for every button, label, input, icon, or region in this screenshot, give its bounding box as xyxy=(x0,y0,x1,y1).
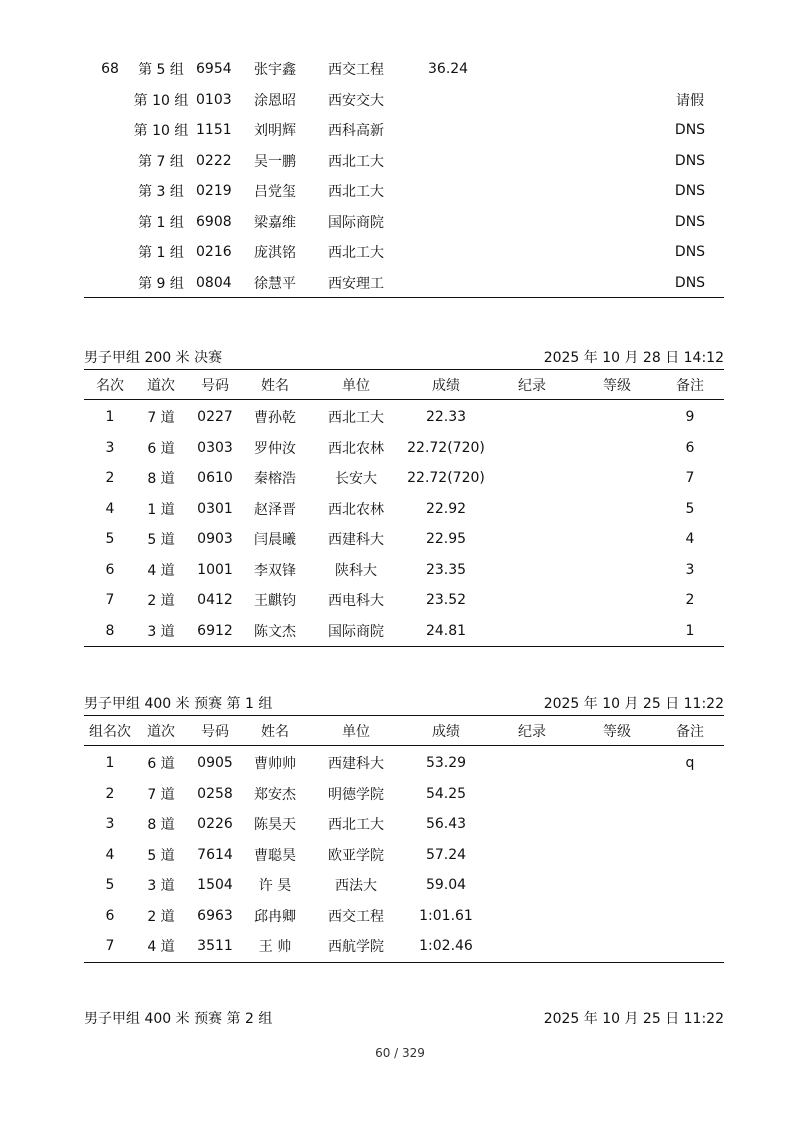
rank-cell: 8 xyxy=(105,622,115,639)
score-cell: 36.24 xyxy=(428,61,469,78)
bib-cell: 0610 xyxy=(197,470,233,487)
rank-cell xyxy=(84,237,136,268)
table-row xyxy=(84,463,724,494)
table-row xyxy=(84,54,724,85)
header-name: 姓名 xyxy=(261,723,289,740)
table-row xyxy=(84,402,724,433)
page-number: 60 / 329 xyxy=(375,1046,425,1060)
group-cell: 第 1 组 xyxy=(138,245,184,262)
group-cell: 第 10 组 xyxy=(133,123,189,140)
header-record: 纪录 xyxy=(518,723,546,740)
table-bottom-rule xyxy=(84,962,724,963)
table-bottom-rule xyxy=(84,646,724,647)
table-row xyxy=(84,840,724,871)
rank-cell: 2 xyxy=(105,785,115,802)
group-cell: 第 9 组 xyxy=(138,275,184,292)
bib-cell: 0303 xyxy=(197,439,233,456)
score-cell: 22.92 xyxy=(425,500,467,517)
bib-cell: 0301 xyxy=(197,500,233,517)
bib-cell: 0227 xyxy=(197,409,233,426)
unit-cell: 西北工大 xyxy=(328,184,384,201)
header-unit: 单位 xyxy=(342,723,370,740)
group-cell: 第 7 组 xyxy=(138,153,184,170)
unit-cell: 西法大 xyxy=(335,878,377,895)
header-bib: 号码 xyxy=(201,723,229,740)
section-title-bar xyxy=(84,1008,724,1028)
bib-cell: 0216 xyxy=(196,244,232,261)
rank-cell xyxy=(84,85,136,116)
table-row xyxy=(84,115,724,146)
header-note: 备注 xyxy=(676,723,704,740)
note-cell: 2 xyxy=(685,592,695,609)
table-row xyxy=(84,901,724,932)
note-cell: 4 xyxy=(685,531,695,548)
score-cell: 1:02.46 xyxy=(419,938,473,955)
note-cell: 3 xyxy=(685,561,695,578)
score-cell xyxy=(428,176,508,207)
lane-cell: 7 道 xyxy=(147,410,175,427)
note-cell: DNS xyxy=(674,183,706,200)
header-record: 纪录 xyxy=(518,377,546,394)
lane-cell: 2 道 xyxy=(147,908,175,925)
results-table-200m-final xyxy=(84,369,724,646)
group-cell: 第 10 组 xyxy=(133,92,189,109)
bib-cell: 0103 xyxy=(196,91,232,108)
unit-cell: 西科高新 xyxy=(328,123,384,140)
table-row xyxy=(84,555,724,586)
name-cell: 邱冉卿 xyxy=(254,908,296,925)
bib-cell: 1001 xyxy=(197,561,233,578)
score-cell: 23.35 xyxy=(425,561,467,578)
note-cell: 9 xyxy=(685,409,695,426)
bib-cell: 1504 xyxy=(197,877,233,894)
lane-cell: 6 道 xyxy=(147,440,175,457)
note-cell: DNS xyxy=(674,244,706,261)
rank-cell: 68 xyxy=(101,61,119,78)
rank-cell: 6 xyxy=(105,561,115,578)
note-cell xyxy=(656,870,724,901)
unit-cell: 欧亚学院 xyxy=(328,847,384,864)
note-cell xyxy=(656,809,724,840)
unit-cell: 西北工大 xyxy=(328,410,384,427)
section-title: 男子甲组 400 米 预赛 第 1 组 xyxy=(84,696,273,712)
score-cell: 22.33 xyxy=(425,409,467,426)
table-row xyxy=(84,85,724,116)
name-cell: 郑安杰 xyxy=(254,786,296,803)
table-row xyxy=(84,585,724,616)
section-title: 男子甲组 200 米 决赛 xyxy=(84,350,223,366)
bib-cell: 0804 xyxy=(196,274,232,291)
header-unit: 单位 xyxy=(342,377,370,394)
section-datetime: 2025 年 10 月 25 日 11:22 xyxy=(543,696,724,712)
score-cell: 23.52 xyxy=(425,592,467,609)
table-bottom-rule xyxy=(84,297,724,298)
header-level: 等级 xyxy=(603,723,631,740)
lane-cell: 5 道 xyxy=(147,532,175,549)
rank-cell: 4 xyxy=(105,846,115,863)
unit-cell: 西北工大 xyxy=(328,817,384,834)
table-row xyxy=(84,268,724,299)
note-cell: 5 xyxy=(685,500,695,517)
unit-cell: 国际商院 xyxy=(328,623,384,640)
bib-cell: 7614 xyxy=(197,846,233,863)
unit-cell: 西安交大 xyxy=(328,92,384,109)
name-cell: 秦榕浩 xyxy=(254,471,296,488)
header-name: 姓名 xyxy=(261,377,289,394)
bib-cell: 0222 xyxy=(196,152,232,169)
lane-cell: 8 道 xyxy=(147,471,175,488)
note-cell: q xyxy=(685,755,695,772)
rank-cell: 5 xyxy=(105,877,115,894)
name-cell: 徐慧平 xyxy=(254,275,296,292)
header-note: 备注 xyxy=(676,377,704,394)
section-title-bar xyxy=(84,347,724,367)
note-cell: DNS xyxy=(674,122,706,139)
name-cell: 李双锋 xyxy=(254,562,296,579)
group-cell: 第 5 组 xyxy=(138,62,184,79)
rank-cell: 4 xyxy=(105,500,115,517)
bib-cell: 1151 xyxy=(196,122,232,139)
score-cell: 24.81 xyxy=(425,622,467,639)
unit-cell: 西电科大 xyxy=(328,593,384,610)
rank-cell xyxy=(84,115,136,146)
name-cell: 陈文杰 xyxy=(254,623,296,640)
bib-cell: 0258 xyxy=(197,785,233,802)
unit-cell: 国际商院 xyxy=(328,214,384,231)
name-cell: 许 昊 xyxy=(258,878,292,895)
section-datetime: 2025 年 10 月 28 日 14:12 xyxy=(543,350,724,366)
score-cell: 59.04 xyxy=(425,877,467,894)
score-cell xyxy=(428,268,508,299)
note-cell: 1 xyxy=(685,622,695,639)
name-cell: 闫晨曦 xyxy=(254,532,296,549)
name-cell: 梁嘉维 xyxy=(254,214,296,231)
bib-cell: 0219 xyxy=(196,183,232,200)
header-bib: 号码 xyxy=(201,377,229,394)
bib-cell: 0412 xyxy=(197,592,233,609)
note-cell: DNS xyxy=(674,274,706,291)
unit-cell: 明德学院 xyxy=(328,786,384,803)
lane-cell: 6 道 xyxy=(147,756,175,773)
score-cell: 54.25 xyxy=(425,785,467,802)
score-cell: 22.95 xyxy=(425,531,467,548)
unit-cell: 西北工大 xyxy=(328,153,384,170)
table-row xyxy=(84,237,724,268)
table-row xyxy=(84,616,724,647)
rank-cell: 1 xyxy=(105,755,115,772)
name-cell: 吴一鹏 xyxy=(254,153,296,170)
name-cell: 刘明辉 xyxy=(254,123,296,140)
group-cell: 第 1 组 xyxy=(138,214,184,231)
score-cell xyxy=(428,146,508,177)
note-cell: DNS xyxy=(674,152,706,169)
name-cell: 赵泽晋 xyxy=(254,501,296,518)
score-cell xyxy=(428,207,508,238)
top-results-table xyxy=(84,54,724,298)
lane-cell: 8 道 xyxy=(147,817,175,834)
unit-cell: 西安理工 xyxy=(328,275,384,292)
unit-cell: 西交工程 xyxy=(328,908,384,925)
header-score: 成绩 xyxy=(432,377,460,394)
table-row xyxy=(84,433,724,464)
unit-cell: 西航学院 xyxy=(328,939,384,956)
score-cell xyxy=(428,237,508,268)
table-row xyxy=(84,146,724,177)
unit-cell: 陕科大 xyxy=(335,562,377,579)
header-lane: 道次 xyxy=(147,723,175,740)
rank-cell: 7 xyxy=(105,938,115,955)
rank-cell xyxy=(84,207,136,238)
rank-cell: 2 xyxy=(105,470,115,487)
rank-cell: 5 xyxy=(105,531,115,548)
bib-cell: 3511 xyxy=(197,938,233,955)
name-cell: 庞淇铭 xyxy=(254,245,296,262)
bib-cell: 0905 xyxy=(197,755,233,772)
table-row xyxy=(84,748,724,779)
unit-cell: 西北农林 xyxy=(328,440,384,457)
unit-cell: 西建科大 xyxy=(328,532,384,549)
note-cell xyxy=(656,840,724,871)
name-cell: 吕党玺 xyxy=(254,184,296,201)
lane-cell: 3 道 xyxy=(147,878,175,895)
lane-cell: 7 道 xyxy=(147,786,175,803)
table-row xyxy=(84,870,724,901)
bib-cell: 6912 xyxy=(197,622,233,639)
rank-cell: 3 xyxy=(105,816,115,833)
score-cell: 22.72(720) xyxy=(407,439,485,456)
table-row xyxy=(84,524,724,555)
note-cell: 6 xyxy=(685,439,695,456)
score-cell: 1:01.61 xyxy=(419,907,473,924)
rank-cell: 3 xyxy=(105,439,115,456)
header-rank: 组名次 xyxy=(89,723,131,740)
rank-cell: 1 xyxy=(105,409,115,426)
lane-cell: 3 道 xyxy=(147,623,175,640)
group-cell: 第 3 组 xyxy=(138,184,184,201)
note-cell: 7 xyxy=(685,470,695,487)
table-header xyxy=(84,369,724,400)
name-cell: 曹帅帅 xyxy=(254,756,296,773)
bib-cell: 6908 xyxy=(196,213,232,230)
name-cell: 涂恩昭 xyxy=(254,92,296,109)
score-cell xyxy=(428,115,508,146)
lane-cell: 2 道 xyxy=(147,593,175,610)
table-header xyxy=(84,715,724,746)
note-cell: DNS xyxy=(674,213,706,230)
name-cell: 王麒钧 xyxy=(254,593,296,610)
rank-cell xyxy=(84,176,136,207)
lane-cell: 5 道 xyxy=(147,847,175,864)
table-row xyxy=(84,494,724,525)
section-datetime: 2025 年 10 月 25 日 11:22 xyxy=(543,1011,724,1027)
score-cell: 22.72(720) xyxy=(407,470,485,487)
score-cell: 57.24 xyxy=(425,846,467,863)
note-cell xyxy=(656,931,724,962)
bib-cell: 0903 xyxy=(197,531,233,548)
name-cell: 曹孙乾 xyxy=(254,410,296,427)
score-cell: 53.29 xyxy=(425,755,467,772)
header-level: 等级 xyxy=(603,377,631,394)
name-cell: 张宇鑫 xyxy=(254,62,296,79)
note-cell xyxy=(656,54,724,85)
unit-cell: 西建科大 xyxy=(328,756,384,773)
score-cell: 56.43 xyxy=(425,816,467,833)
score-cell xyxy=(428,85,508,116)
unit-cell: 西北农林 xyxy=(328,501,384,518)
name-cell: 王 帅 xyxy=(258,939,292,956)
lane-cell: 4 道 xyxy=(147,562,175,579)
unit-cell: 长安大 xyxy=(335,471,377,488)
rank-cell: 6 xyxy=(105,907,115,924)
table-row xyxy=(84,809,724,840)
name-cell: 曹聪昊 xyxy=(254,847,296,864)
section-title: 男子甲组 400 米 预赛 第 2 组 xyxy=(84,1011,273,1027)
rank-cell: 7 xyxy=(105,592,115,609)
table-row xyxy=(84,207,724,238)
name-cell: 罗仲汝 xyxy=(254,440,296,457)
header-lane: 道次 xyxy=(147,377,175,394)
name-cell: 陈昊天 xyxy=(254,817,296,834)
header-rank: 名次 xyxy=(96,377,124,394)
bib-cell: 6963 xyxy=(197,907,233,924)
header-score: 成绩 xyxy=(432,723,460,740)
note-cell xyxy=(656,779,724,810)
rank-cell xyxy=(84,146,136,177)
unit-cell: 西北工大 xyxy=(328,245,384,262)
note-cell xyxy=(656,901,724,932)
table-row xyxy=(84,176,724,207)
table-row xyxy=(84,931,724,962)
section-title-bar xyxy=(84,693,724,713)
table-row xyxy=(84,779,724,810)
lane-cell: 1 道 xyxy=(147,501,175,518)
bib-cell: 6954 xyxy=(196,61,232,78)
rank-cell xyxy=(84,268,136,299)
lane-cell: 4 道 xyxy=(147,939,175,956)
results-table-400m-heat-1 xyxy=(84,715,724,962)
note-cell: 请假 xyxy=(676,92,704,109)
unit-cell: 西交工程 xyxy=(328,62,384,79)
bib-cell: 0226 xyxy=(197,816,233,833)
